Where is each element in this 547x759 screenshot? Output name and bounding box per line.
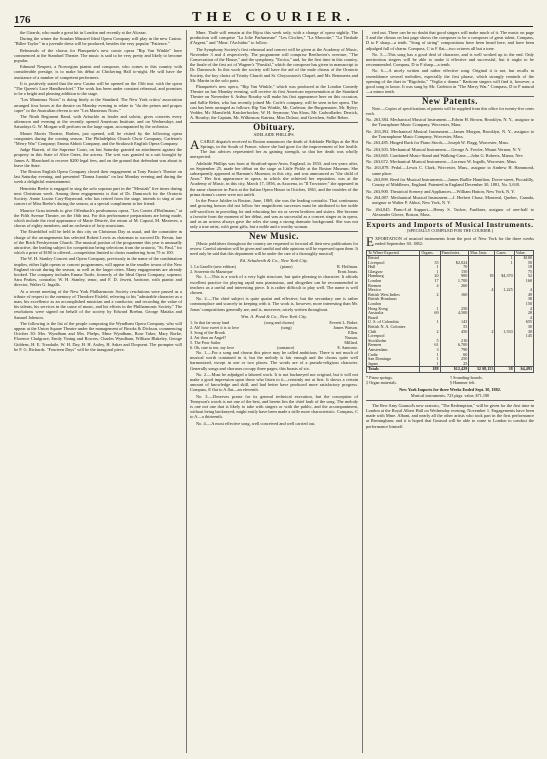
- table-cell: 250: [440, 357, 469, 362]
- total-cell: 188: [420, 367, 440, 373]
- table-cell: 210: [440, 339, 469, 344]
- table-cell: 18: [469, 274, 495, 279]
- table-cell: 150: [440, 270, 469, 275]
- obituary-dropcap: A: [190, 136, 200, 152]
- theatre-news: [190, 30, 358, 120]
- table-cell: Stockholm: [367, 339, 420, 344]
- table-cell: 25: [440, 362, 469, 367]
- table-cell: $4,370: [495, 274, 514, 279]
- obituary-text-span: CABLE dispatch received in Boston announces the death of Adelaide Phillips at the Hot Springs, in the South of France, where she had gone for the improvement of her health. The last advices represented her as gaining strength, so that her death was wholly unexpected.: [190, 138, 358, 160]
- news-paragraph: It is positively stated that the new Casino will be opened on the 15th inst. with the opera "The Queen's Lace Handkerchief." The work has been under constant rehearsal, and promises to be a bright and pleasing addition to the stage.: [14, 80, 182, 97]
- table-cell: 20: [420, 274, 440, 279]
- review-paragraph: No. 2.—Must be adjudged a labored work. It is not backneyed nor original, but it will not make a good impression upon those who listen to it—certainly not at first. It shows a certain amount of knowledge and skill, and had better have produced more satisfactory progress. Compass, E flat to A flat—an eleventh.: [190, 371, 358, 393]
- table-cell: Cadiz: [367, 353, 420, 358]
- reviews-continued: [366, 30, 534, 94]
- news-paragraph: Planquette's new opera, "Rip Van Winkle," which was produced at the London Comedy Theatre on last Monday evening, will receive its first American representation at the Standard Theatre on November 6. Arthur Rousby will make his first appearance here on this occasion, and Sallie Reber, who has recently joined Mr. Corle's company, will be seen in her opera. The cast has been arranged as follows: Rip Van Winkle, Mr. Carleton; the Burgomaster, Mr. Ryley; Vedder, Mr. Mansfield; Knickerbocker, W. H. Seymour; Van Slous, Mr. Cadwallader; Derrick, A. Rousby; the Captain, Mr. Wilkinson; Katrina, Miss Dolaro; and Gretchen, Sallie Reber.: [190, 84, 358, 121]
- news-paragraph: Mount Morris Theatre, Harlem, just opened, will be visited by the following opera companies during the coming season. The Philadelphia Church Choir Company; Carleton's "Merry War" Company; Emma Abbott Company, and the Strakosch English Opera Company.: [14, 130, 182, 147]
- column-divider: [186, 30, 187, 753]
- exports-table: [366, 250, 534, 373]
- table-body: [367, 256, 534, 373]
- patent-entry: No. 263,503. Mechanical Musical Instrument.—George A. Fowler, Mount Vernon, N. Y.: [366, 146, 522, 152]
- review-paragraph: No. 2.—The chief subject is quite quaint and effective, but the secondary one is rather commonplace and scarcely in keeping with it. The work is, however, more interesting than Mr. Jonas' compositions generally are, and is, moreover, nicely written throughout.: [190, 296, 358, 312]
- table-cell: 69: [420, 311, 440, 316]
- patent-entry: No. 263,672. Mechanical Musical Instrument.—Lorenzo W. Ingalls, Worcester, Mass.: [366, 159, 518, 165]
- song-title: 1. In that far-away land: [190, 319, 230, 325]
- news-paragraph: "Les Manteaux Noirs" is doing finely at the Standard. The New York critics' association arranged four boxes at the theatre on Monday evening to relate to "du der peines and propos capre" to the Australian eleven to see "Les Manteaux Noirs.": [14, 97, 182, 113]
- song-list: [190, 264, 358, 274]
- news-paragraph: Mme. Thalé will remain at the Bijou this week only, with a change of opera nightly. The production will comprise "La Jolie Parfumeuse" "Les Cloches," "La Mascotte," "La Timbale d'Argent," and "Mme. l'Archiduc" to follow.: [190, 30, 358, 46]
- review-paragraph: ried out. There can be no doubt that good singers will make much of it. The music on page 5 and the climax on last page shows the composer to be a composer of great talent, Compass, D to F sharp—a tenth. "Song of string" compositions have been heard here, and have been adjudged full of charm. Compass, C to F flat—two octaves all but a tone.: [366, 30, 534, 51]
- table-cell: 4: [514, 307, 533, 312]
- table-cell: 1,700: [440, 279, 469, 284]
- closing-paragraph: The Rex-Amy Gounod's new oratorio, "The Redemption," will be given for the first time in London at the Royal Albert Hall on Wednesday evening, November 1. Engagements have been made with Mme. Albani, and nearly all the other artists who took part in the first performance at Birmingham; and it is hoped that Gounod will be able to come to London to conduct the performance himself.: [366, 402, 534, 429]
- table-cell: 18: [514, 265, 533, 270]
- exports-subheading: [SPECIALLY COMPILED FOR THE COURIER.]: [406, 228, 493, 234]
- table-cell: 1: [420, 320, 440, 325]
- table-cell: 55: [440, 325, 469, 330]
- song-type: (song and chorus): [264, 319, 295, 325]
- table-cell: 1: [495, 261, 514, 266]
- new-music-note: [Music publishers throughout the country are requested to forward all their new publications for review. Careful attention will be given and candid and able opinions will be expressed upon them. It need only be said that this department will be under the care of a thoroughly musical]: [190, 240, 358, 256]
- song-composer: Everett L. Baker.: [329, 319, 358, 325]
- exports-heading: Exports and Imports of Musical Instruments.: [366, 220, 534, 230]
- song-composer: Ernst Jonas.: [337, 269, 358, 275]
- table-cell: 52: [514, 274, 533, 279]
- patent-entry: No. 263,899. Reed for Musical Instruments.—James Baillie Hamilton, Dover-street, Piccadilly, County of Middlesex, England. Patented in England December 30, 1881, No. 5,630.: [366, 177, 534, 188]
- song-composer: E. Santonio.: [337, 344, 358, 350]
- table-total-row: [367, 367, 534, 373]
- patent-entry: No. 264,007. Mechanical Musical Instrument.—J. Herbert Chase, Montreal, Quebec, Canada, assignor to Walter P. Abbot, New York, N. Y.: [366, 194, 534, 206]
- news-paragraph: The Ninth Regiment Band, with Arbuckle as leader and soloist, gives concerts every afternoon and evening at the recently opened American Institute, and on Wednesdays and Saturdays G. W. Morgan will perform on the large organ, accompanied by the orchestra.: [14, 114, 182, 130]
- song-composer: Nassau.: [344, 334, 358, 340]
- table-cell: 1: [495, 256, 514, 261]
- exports-intro-text: XPORTATION of musical instruments from the port of New York for the three weeks ended September 30, 1882:: [374, 235, 534, 246]
- total-cell: Totals: [367, 367, 420, 373]
- table-cell: 655: [514, 320, 533, 325]
- reviews: [190, 274, 358, 311]
- page-number: 176: [14, 14, 31, 26]
- news-paragraph: Maurice Grau intends to give Offenbach's posthumous opera, "Les Contes d'Hoffmann," at the Fifth Avenue Theatre, on the 16th inst. For this performance preparations are being made, which include the rival appearance of Marie Désirée, the return of M. Capoul, M. Mezieres, a chorus of eighty members, and an orchestra of forty musicians.: [14, 207, 182, 229]
- song-composer: Ellen.: [348, 329, 358, 335]
- obituary-heading: Obituary.: [253, 122, 295, 133]
- table-cell: $100: [514, 256, 533, 261]
- obituary-subheading: ADELAIDE PHILLIPS.: [253, 131, 295, 137]
- table-cell: Amsterdam: [367, 348, 420, 353]
- table-cell: 160: [514, 279, 533, 284]
- obituary-text-span: In the Peace Jubilee in Boston, June, 1869, she was the leading contralto. That continuous and growing honors did not follow her magnificent successes must be attributed to her noble self-sacrifices in providing for and educating her six or seven brothers and sisters. She became a favorite from the moment of her début, and was as successful as a concert singer as in opera, and as an actress always gave the roles she sang a strong dramatic background. She was not only a true artist, with great gifts, but a noble and a worthy woman.: [190, 198, 358, 230]
- patent-entry: No. 263,485. Hinged Back for Piano Stools.—Joseph W. Flagg, Worcester, Mass.: [366, 140, 510, 146]
- news-paragraph: Edmund Neupert, a Norwegian pianist and composer, who comes to this country with considerable prestige, is to make his début at Chickering Hall to-night. He will have the assistance of a number of competent performers.: [14, 64, 182, 80]
- news-paragraph: During the winter the Scanlan Minstrel Ideal Opera Company will play in the new Casino. "Billee Taylor" in a juvenile dress will be produced, besides the very popular "Patience.": [14, 36, 182, 47]
- table-cell: 60: [440, 353, 469, 358]
- table-cell: 150: [514, 302, 533, 307]
- total-cell: [469, 367, 495, 373]
- patent-entry: No. 264,045. Piano-Lid Support.—Henry S. Tucker, Faulkner, assignor of one-half to Alexander Glover, Boston, Mass.: [366, 206, 534, 217]
- table-cell: 4: [514, 316, 533, 321]
- footnotes: [366, 375, 534, 385]
- reviews: [190, 350, 358, 426]
- table-cell: 70: [440, 265, 469, 270]
- obituary-paragraph: [190, 136, 358, 160]
- patents-heading: New Patents.: [422, 96, 478, 107]
- song-title: 2. Souvenir du Mazurque: [190, 269, 233, 275]
- table-cell: Australia: [367, 311, 420, 316]
- table-cell: British West Indies: [367, 293, 420, 298]
- table-cell: 28: [514, 311, 533, 316]
- table-cell: Glasgow: [367, 270, 420, 275]
- news-paragraph: Henrietta Beebe is engaged to sing the solo soprano part in the "Messiah" five times during next Christmas week. Among these engagements is that of Dr. Damrosch for the Oratorio Society. Annie Louise Cary-Raymond, who has retired from the stage, intends to sing at one concert of Miss Beebe's during the season, at a special compliment to her friend.: [14, 185, 182, 207]
- table-cell: 1: [420, 307, 440, 312]
- news-paragraph: The Symphony Society's first rehearsal and concert will be given at the Academy of Music, November 3 and 4 respectively. The programme will comprise Beethoven's overture, "The Consecration of the House," and the symphony, "Eroica," and, for the first time in this country, the finale of the first act of Wagner's "Parsifal," which the composer has given in manuscript to Dr. Damrosch. In this work the society will have the aid of the male chorus of the Oratorio Society, the boy choirs of Trinity Church and St. Chrysostom's Chapel, and Mr. Remmertz and Mr. Martin in the solo parts.: [190, 46, 358, 83]
- footnote: ‡ Organ materials.: [366, 380, 397, 386]
- exports-dropcap: E: [366, 235, 374, 248]
- table-cell: 4: [469, 288, 495, 293]
- table-cell: $2,024: [440, 261, 469, 266]
- table-cell: 160: [440, 293, 469, 298]
- review-paragraph: No. 1.—This is a work of a very light structure, but quite pleasing in character. It affords excellent practice for playing rapid runs pianissimo, and altogether can be recommended to teachers as a useful and interesting piece. It is rather difficult to play well. The name is well chosen.: [190, 274, 358, 295]
- table-cell: Bristol: [367, 256, 420, 261]
- table-cell: Hamburg: [367, 274, 420, 279]
- song-type: (song): [280, 324, 292, 330]
- song-composer: Millard.: [344, 339, 358, 345]
- table-cell: 1: [420, 270, 440, 275]
- table-cell: London: [367, 302, 420, 307]
- column-header: Value.: [514, 250, 533, 256]
- news-paragraph: The W. H. Stanley Concert and Opera Company, previously in the name of the combination implies, either light operas or concert programmes, will appear in the smaller towns of the New England circuit during the season, as well as the larger cities. Many engagements are already booked. The company includes Emma Turtle, formerly of the Ideal Opera Company, soprano; Sara Peakes, contralto; W. H. Stanley, tenor, and F. D. Jewett, baritone, with pianist and director, Walter G. Ingalls.: [14, 256, 182, 288]
- song-type: (romance): [277, 344, 295, 350]
- table-cell: 250: [440, 307, 469, 312]
- column-left: [14, 30, 182, 753]
- table-cell: 1: [420, 265, 440, 270]
- footnote: § Hammer felt.: [450, 380, 476, 386]
- song-type: (piano): [280, 264, 293, 270]
- song-title: 4. Art thou an Angel?: [190, 334, 226, 340]
- table-cell: 145: [514, 334, 533, 339]
- review-paragraph: No. 1.—For a song and chorus this piece may be called ambitious. There is not much of musical worth contained in it, but the melody is fair enough and the chorus quite well harmonized, except in one or two places. The words are of a pseudo-religious character. Generally songs and choruses occupy three pages; this boasts of six.: [190, 349, 358, 371]
- table-cell: Brazil: [367, 316, 420, 321]
- total-cell: $4,493: [514, 367, 533, 373]
- table-cell: British N. A. Colonies: [367, 325, 420, 330]
- table-cell: 35: [420, 261, 440, 266]
- review-paragraph: No. 4.—A most effective song, well conceived and well carried out.: [196, 420, 316, 426]
- table-cell: 1,533: [495, 330, 514, 335]
- table-cell: 900: [440, 274, 469, 279]
- news-paragraph: The following is the list of the people composing the Wyndham Opera Company, who will appear at the Union Square Theatre under the management of Brooks & Dickson, commencing October 30: Mrs. Wyndham and Mrs. Phelps, Mme Wyndham, Rose Taker, Mary Rorke, Florence Chalgrave, Emily Vining and Rowers, Charles Wyndham, William Blakeley, George Giddens, H. E. Treadaile, W. H. Day, H. H. Astley, H. Saker and Dorpsent. The prompter will be F. G. Richards. "Fourteen Days" will be the inaugural piece.: [14, 320, 182, 352]
- table-cell: 30: [514, 325, 533, 330]
- obituary-paragraph: [190, 161, 358, 197]
- obituary-paragraph: [190, 198, 358, 229]
- table-cell: 3: [420, 348, 440, 353]
- newspaper-title: THE COURIER.: [192, 10, 355, 25]
- table-cell: Liverpool: [367, 334, 420, 339]
- table-cell: London: [367, 279, 420, 284]
- table-cell: Bremen: [367, 284, 420, 289]
- table-cell: 17: [420, 279, 440, 284]
- table-cell: 260: [440, 284, 469, 289]
- column-middle: [190, 30, 358, 753]
- exports-intro: [366, 236, 534, 248]
- table-cell: 50: [514, 261, 533, 266]
- review-paragraph: No. 6.—A nicely written and rather effective song. Original it is not, but recalls in resemblance several melodies, especially the first phrase, which strongly reminds of the opening of the duet in "Rigoletto," "Veglia o donna." Baritone singers will find it, however, a good song to know. It was sung by Mr. Carleton in "The Merry War." Compass, D to F natural—a minor tenth.: [366, 68, 534, 95]
- song-title: 6. Oh, rare to me, my love: [190, 344, 235, 350]
- table-cell: 1: [420, 353, 440, 358]
- column-header: Organs.: [420, 250, 440, 256]
- news-paragraph: At a recent meeting of the New York Philharmonic Society resolutions were passed as a tribute of respect to the memory of Theodore Eisfeld, referring to his "admirable character as a man, his excellence as an accomplished musician and a conductor, and recording the value of his talents, his services in the cause of music, and his efforts in the Philharmonic Society." The resolutions were signed on behalf of the society by Edward Boehm, George Matzka and Samuel Johnson.: [14, 288, 182, 320]
- table-cell: 143: [440, 320, 469, 325]
- table-cell: 1: [420, 362, 440, 367]
- total-part: $8,153: [481, 366, 494, 372]
- column-header: Pianofortes.: [440, 250, 469, 256]
- patent-entry: No. 263,665. Combined Music-Stand and Walking-Cane.—John G. Roberts, Manor, Nev.: [366, 152, 524, 158]
- total-part: 32: [476, 366, 482, 372]
- publisher-heading: Ed. Schuberth & Co., New York City.: [240, 258, 308, 264]
- news-paragraph: The Boston English Opera Company closed their engagement at Tony Pastor's Theatre on last Saturday evening, and presented "Donna Juanita" on last Monday evening and during the week a delightful entertainment.: [14, 169, 182, 185]
- table-cell: U. S. of Colombia: [367, 320, 420, 325]
- publisher-heading: Wm. A. Pond & Co., New York City.: [240, 313, 308, 319]
- table-cell: 2: [469, 330, 495, 335]
- table-cell: 790: [440, 348, 469, 353]
- imports-text: Musical instruments, 723 pkgs. value, $71,180: [410, 392, 490, 398]
- column-header: To Where Exported.: [367, 250, 420, 256]
- table-cell: 1: [420, 357, 440, 362]
- table-cell: 4,500: [440, 311, 469, 316]
- total-cell: 38: [495, 367, 514, 373]
- patent-entry: No. 263,392. Mechanical Musical Instrument.—James Morgan, Brooklyn, N. Y., assignor to the Tournaphone Music Company, Worcester, Mass.: [366, 128, 534, 139]
- column-divider: [362, 30, 363, 753]
- column-right: [366, 30, 534, 753]
- song-title: 5. The Poor Sailor: [190, 339, 221, 345]
- table-cell: 49: [514, 293, 533, 298]
- table-cell: 2: [420, 330, 440, 335]
- table-cell: 38: [514, 297, 533, 302]
- table-cell: 30: [514, 330, 533, 335]
- table-cell: Hull: [367, 265, 420, 270]
- patent-entry: No. 263,384. Mechanical Musical Instrument.—Edwin H. Brown, Brooklyn, N. Y., assignor to the Touraphone Music Company, Worcester, Mass.: [366, 117, 534, 128]
- imports-heading: New York Imports for three Weeks Ended Sept. 30, 1882.: [399, 387, 501, 393]
- table-cell: 4: [514, 288, 533, 293]
- review-paragraph: No. 3.—Deserves praise for its general technical execution, but the conception of Tennyson's words is not one of the best, and herein lies the chief fault of the song. The melody is one not one that is likely to take with singers or with the public, and the accompaniment, without being backneyed, might easily have been made a trifle more characteristic. Compass, C to A—a thirteenth.: [190, 393, 358, 420]
- table-cell: Mexico: [367, 288, 420, 293]
- table-cell: Hong Kong: [367, 307, 420, 312]
- news-paragraph: The Eisteddfod will be held in this city on Christmas Day as usual, and the committee in charge of the arrangements has selected Robert Lewis as chairman to succeed Dr. Bevan, late of the Brick Presbyterian Church. The musical portion of the programme this year is unusually attractive, the leading subject for competition being selections from the oratorio, "St. Paul," for which a prize of $100 is offered—competition limited to choirs numbering from 75 to 100.: [14, 229, 182, 256]
- table-cell: Liverpool: [367, 261, 420, 266]
- table-cell: British Honduras: [367, 297, 420, 302]
- total-cell: $12,429: [440, 367, 469, 373]
- table-cell: 4: [420, 284, 440, 289]
- masthead: [14, 6, 533, 27]
- table-cell: 61: [420, 343, 440, 348]
- patent-list: [366, 117, 534, 217]
- table-cell: 1,225: [495, 288, 514, 293]
- column-header: Mus. Instr.: [469, 250, 495, 256]
- table-cell: Bremen: [367, 343, 420, 348]
- table-cell: Chili: [367, 330, 420, 335]
- song-composer: R. Hoffman.: [337, 264, 358, 270]
- news-paragraph: Judge Barrett, of the Supreme Court, on last Saturday granted an attachment against the property in this State of Alice Oates, the actress. The writ was granted in a suit brought by James A. Blanchard to recover $200 legal fees, and on the ground that defendant was about to leave the State.: [14, 147, 182, 168]
- footnote: * Piano springs.: [366, 374, 393, 380]
- patent-entry: No. 263,900. Theatrical Scenery and Appliances.—William Hatton, New York, N. Y.: [366, 188, 515, 194]
- table-cell: 450: [440, 330, 469, 335]
- column-header: Cases.: [495, 250, 514, 256]
- song-composer: James Watson.: [333, 324, 358, 330]
- patents-note: Note.—Copies of specifications of patents will be supplied from this office for twenty-five cents each.: [366, 105, 534, 116]
- song-title: 3. Song of the Brook: [190, 329, 226, 335]
- new-music-heading: New Music.: [249, 231, 299, 242]
- news-paragraph: the Girards, who made a great hit in London and recently at the Alcazar.: [20, 30, 147, 35]
- obituary-text-span: Adelaide Phillips was born at Stratford-upon-Avon, England, in 1833, and ten years after, on September 25, made her début on the stage as Little Pickle at the Boston Museum. She subsequently appeared at Barnum's Museum, in this city, and was announced as "the child of Avon." Her first appearance in opera, in which she achieved her reputation, was at the Academy of Music, in this city, March 17, 1856, as Azucena, in "Il Trovatore;" she appeared in the same character in Paris at the Italian Opera House in October, 1861, and the troubles of the prima donna's career were not unfelt.: [190, 160, 358, 197]
- news-paragraph: Rehearsals of the chorus for Planquette's new comic opera "Rip Van Winkle" have commenced at the Standard Theatre. The music is said to be very pretty and likely to become popular.: [14, 47, 182, 64]
- table-cell: 75: [514, 270, 533, 275]
- table-cell: San Domingo: [367, 357, 420, 362]
- song-title: 1. La Gazelle (new edition): [190, 264, 236, 270]
- table-cell: 2: [420, 293, 440, 298]
- table-cell: Japan: [367, 362, 420, 367]
- song-list: [190, 320, 358, 350]
- review-paragraph: No. 5.—This song has a good deal of character, and is well worked up to the end. Only meritorious singers will be able to make it effective and successful, but it ought to be recommended. Compass, D to F sharp—a tenth.: [366, 51, 534, 68]
- obituary-text: [190, 136, 358, 230]
- song-title: 2. Ah! how sweet it is to love: [190, 324, 240, 330]
- table-cell: 5: [420, 339, 440, 344]
- divider: [366, 400, 534, 401]
- patent-entry: No. 263,878. Pedal.—Lewis C. Clark, Worcester, Mass., assignor to Andrew H. Hammond, same place.: [366, 165, 534, 176]
- table-cell: 6,700: [440, 343, 469, 348]
- footnote: † Sounding-boards.: [450, 374, 483, 380]
